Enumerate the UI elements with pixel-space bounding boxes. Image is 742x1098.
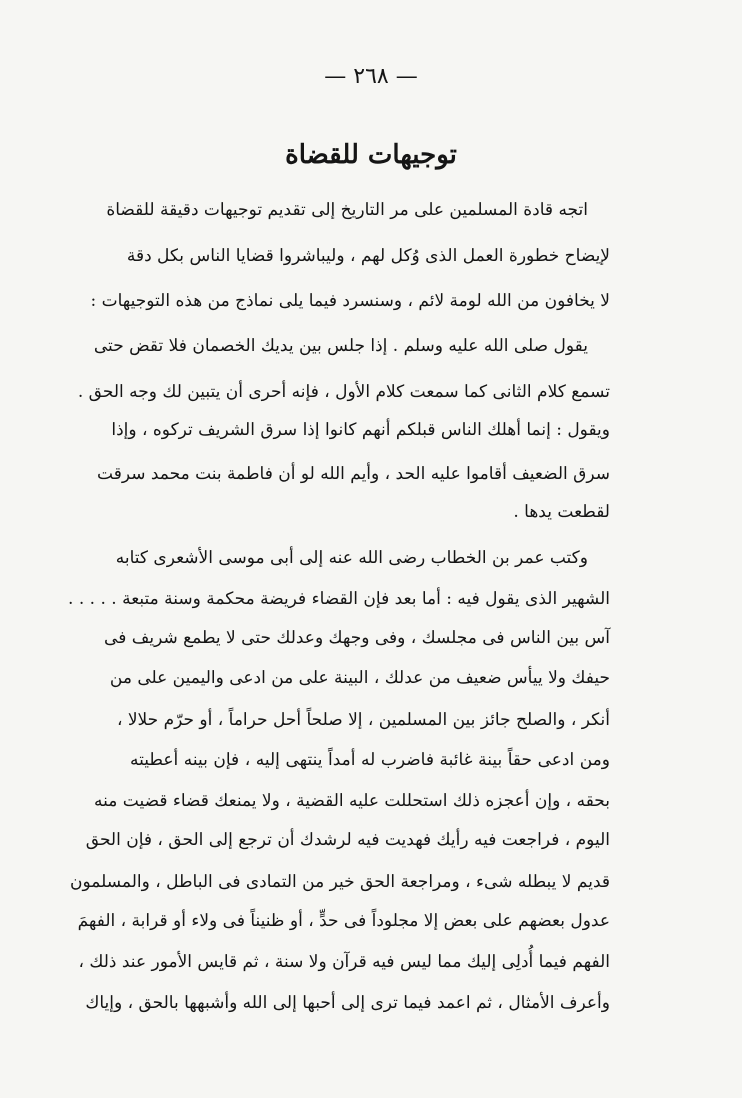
text-line: اليوم ، فراجعت فيه رأيك فهديت فيه لرشدك أن ترجع إلى الحق ، فإن الحق xyxy=(85,830,610,850)
text-line: لإيضاح خطورة العمل الذى وُكل لهم ، وليباشروا قضايا الناس بكل دقة xyxy=(126,246,610,266)
text-line: وأعرف الأمثال ، ثم اعمد فيما ترى إلى أحبها إلى الله وأشبهها بالحق ، وإياك xyxy=(85,993,610,1013)
text-line: يقول صلى الله عليه وسلم . إذا جلس بين يديك الخصمان فلا تقض حتى xyxy=(93,336,588,356)
text-line: آس بين الناس فى مجلسك ، وفى وجهك وعدلك حتى لا يطمع شريف فى xyxy=(104,628,610,648)
text-line: الشهير الذى يقول فيه : أما بعد فإن القضاء فريضة محكمة وسنة متبعة . . . . . xyxy=(68,589,610,609)
text-line: ومن ادعى حقاً بينة غائبة فاضرب له أمداً ينتهى إليه ، فإن بينه أعطيته xyxy=(130,750,610,770)
text-line: عدول بعضهم على بعض إلا مجلوداً فى حدٍّ ، أو ظنيناً فى ولاء أو قرابة ، الفهمَ xyxy=(77,911,610,931)
text-line: أنكر ، والصلح جائز بين المسلمين ، إلا صلحاً أحل حراماً ، أو حرّم حلالا ، xyxy=(116,710,610,730)
text-line: سرق الضعيف أقاموا عليه الحد ، وأيم الله لو أن فاطمة بنت محمد سرقت xyxy=(97,464,610,484)
text-line: تسمع كلام الثانى كما سمعت كلام الأول ، فإنه أحرى أن يتبين لك وجه الحق . xyxy=(77,382,610,402)
text-line: حيفك ولا ييأس ضعيف من عدلك ، البينة على من ادعى واليمين على من xyxy=(109,668,610,688)
page-number: — ٢٦٨ — xyxy=(324,64,418,89)
text-line: اتجه قادة المسلمين على مر التاريخ إلى تقديم توجيهات دقيقة للقضاة xyxy=(106,200,588,220)
text-line: الفهم فيما أُدلِى إليك مما ليس فيه قرآن ولا سنة ، ثم قايس الأمور عند ذلك ، xyxy=(78,952,610,972)
page-title: توجيهات للقضاة xyxy=(285,140,457,170)
text-line: لا يخافون من الله لومة لائم ، وسنسرد فيما يلى نماذج من هذه التوجيهات : xyxy=(90,291,610,311)
text-line: وكتب عمر بن الخطاب رضى الله عنه إلى أبى موسى الأشعرى كتابه xyxy=(115,548,588,568)
text-line: ويقول : إنما أهلك الناس قبلكم أنهم كانوا إذا سرق الشريف تركوه ، وإذا xyxy=(111,420,610,440)
text-line: بحقه ، وإن أعجزه ذلك استحللت عليه القضية ، ولا يمنعك قضاء قضيت منه xyxy=(94,791,610,811)
text-line: لقطعت يدها . xyxy=(513,502,610,522)
text-line: قديم لا يبطله شىء ، ومراجعة الحق خير من التمادى فى الباطل ، والمسلمون xyxy=(70,872,610,892)
